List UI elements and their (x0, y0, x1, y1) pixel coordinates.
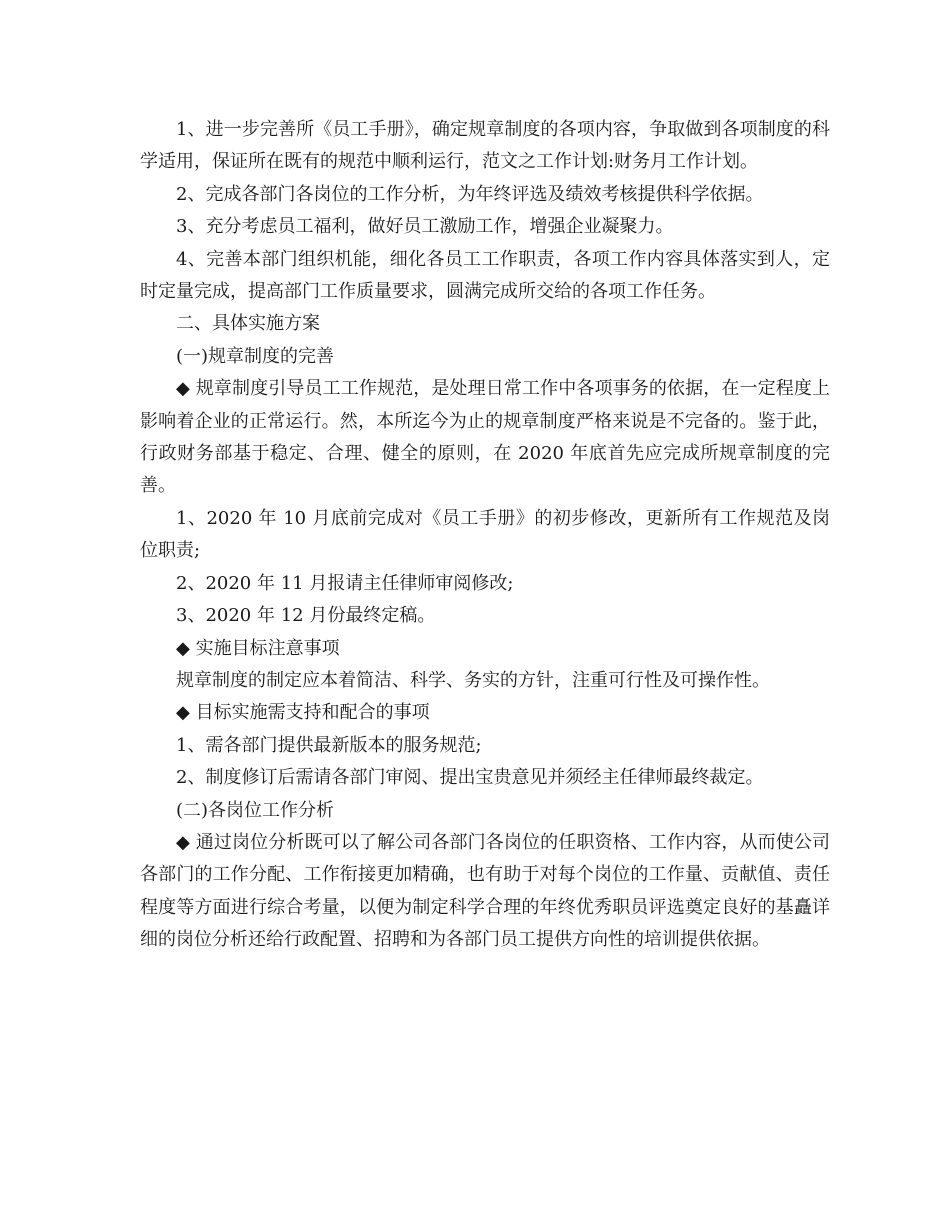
subsection-heading-1: (一)规章制度的完善 (176, 345, 335, 367)
notes-paragraph: 规章制度的制定应本着简洁、科学、务实的方针，注重可行性及可操作性。 (176, 669, 770, 691)
step-3: 3、2020 年 12 月份最终定稿。 (176, 605, 436, 627)
section-heading-2: 二、具体实施方案 (176, 313, 320, 335)
paragraph-1: 1、进一步完善所《员工手册》，确定规章制度的各项内容，争取做到各项制度的科学适用，保证所在既有的规范中顺利运行，范文之工作计划:财务月工作计划。 (140, 119, 830, 173)
bullet-paragraph-analysis: ◆ 通过岗位分析既可以了解公司各部门各岗位的任职资格、工作内容，从而使公司各部门的工作分配、工作衔接更加精确，也有助于对每个岗位的工作量、贡献值、责任程度等方面进行综合考量，以便为制定科学合理的年终优秀职员评选奠定良好的基矗详细的岗位分析还给行政配置、招聘和为各部门员工提供方向性的培训提供依据。 (140, 831, 830, 951)
support-item-2: 2、制度修订后需请各部门审阅、提出宝贵意见并须经主任律师最终裁定。 (176, 767, 764, 789)
step-1: 1、2020 年 10 月底前完成对《员工手册》的初步修改，更新所有工作规范及岗位职责; (140, 507, 830, 562)
subsection-heading-2: (二)各岗位工作分析 (176, 799, 335, 821)
paragraph-3: 3、充分考虑员工福利，做好员工激励工作，增强企业凝聚力。 (176, 216, 674, 238)
support-item-1: 1、需各部门提供最新版本的服务规范; (176, 734, 482, 756)
paragraph-2: 2、完成各部门各岗位的工作分析，为年终评选及绩效考核提供科学依据。 (176, 183, 764, 205)
bullet-heading-notes: ◆ 实施目标注意事项 (176, 637, 340, 659)
paragraph-4: 4、完善本部门组织机能，细化各员工工作职责，各项工作内容具体落实到人，定时定量完成，提高部门工作质量要求，圆满完成所交给的各项工作任务。 (140, 248, 830, 303)
step-2: 2、2020 年 11 月报请主任律师审阅修改; (176, 572, 514, 594)
bullet-paragraph-rules: ◆ 规章制度引导员工工作规范，是处理日常工作中各项事务的依据，在一定程度上影响着企业的正常运行。然，本所迄今为止的规章制度严格来说是不完备的。鉴于此，行政财务部基于稳定、合理、健全的原则，在 2020 年底首先应完成所规章制度的完善。 (140, 378, 830, 497)
document-page (140, 114, 830, 957)
bullet-heading-support: ◆ 目标实施需支持和配合的事项 (176, 702, 430, 724)
